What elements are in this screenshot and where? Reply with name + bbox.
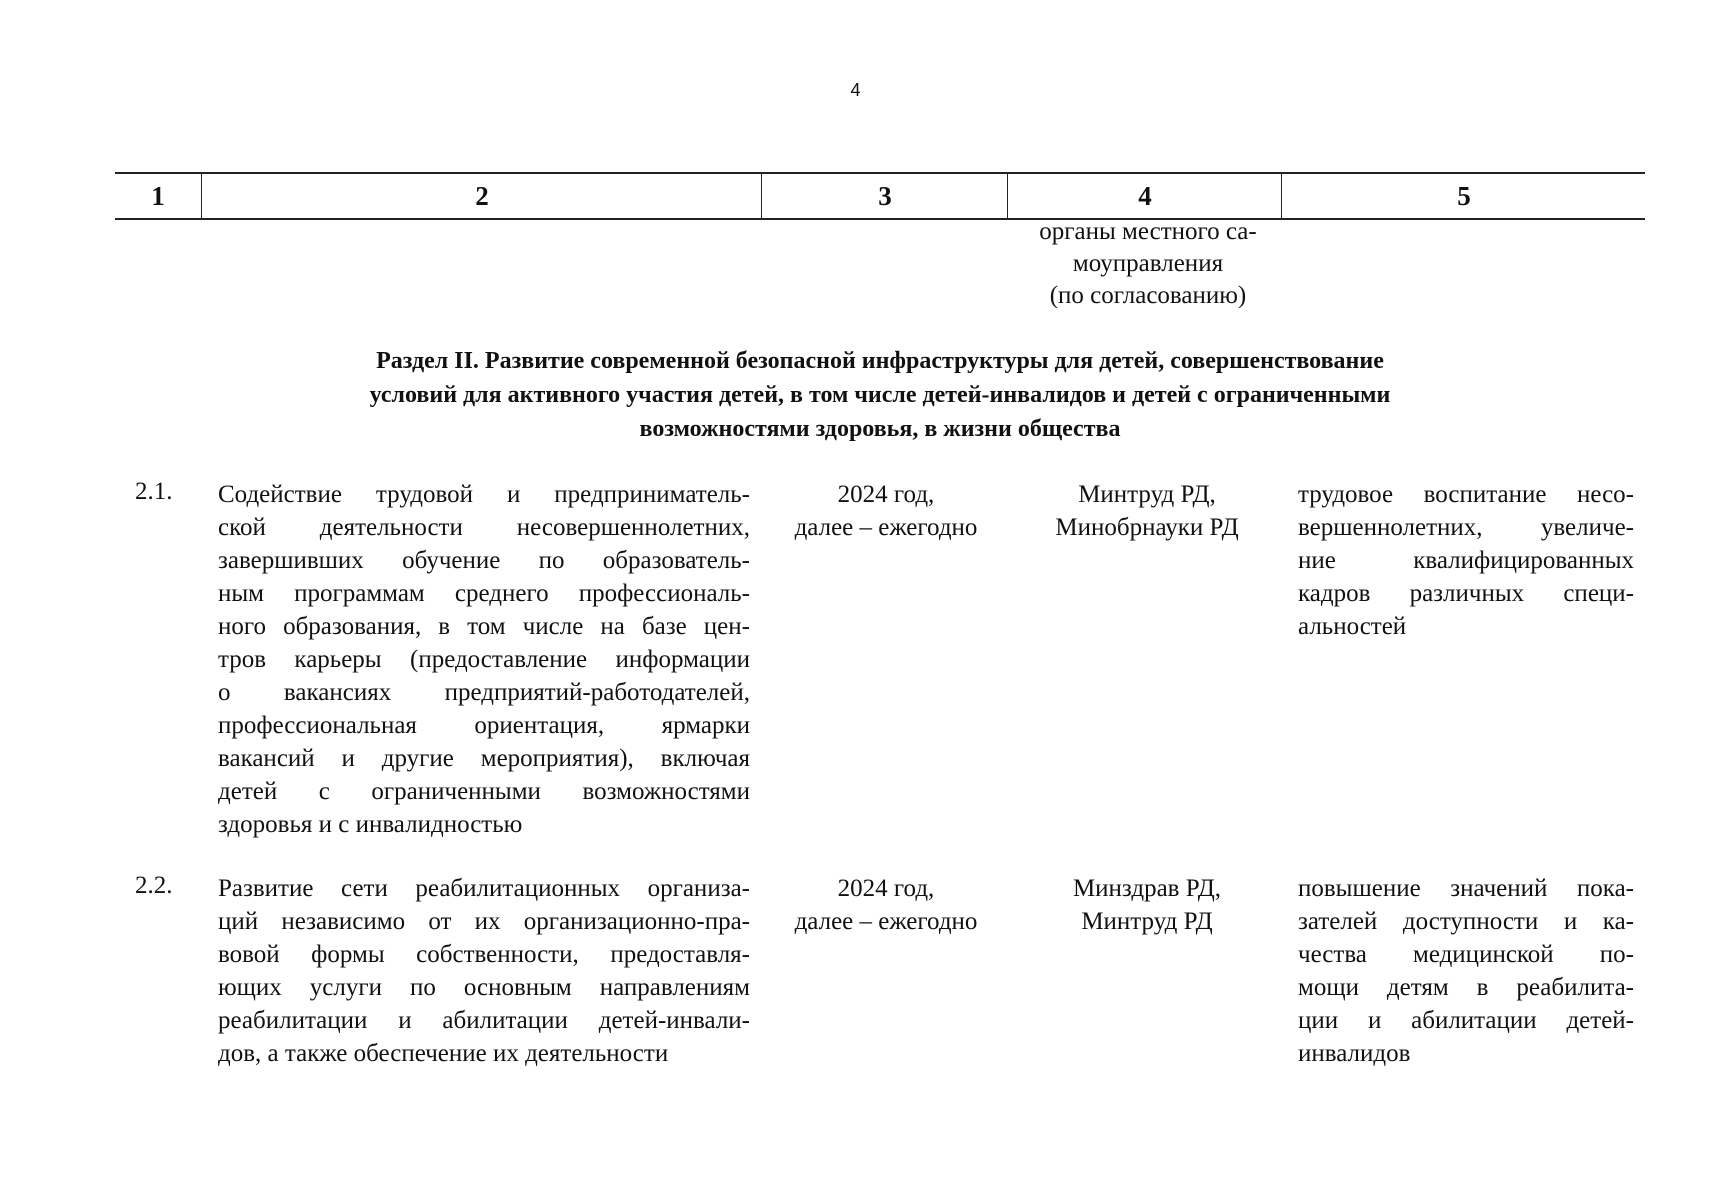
text-line: (по согласованию) xyxy=(1049,282,1247,309)
text-line: мощи детям в реабилита- xyxy=(1298,974,1634,1001)
text-line: чества медицинской по- xyxy=(1298,941,1634,968)
text-line: ции и абилитации детей- xyxy=(1298,1007,1634,1034)
row-description xyxy=(218,872,750,1070)
text-line: трудовое воспитание несо- xyxy=(1298,481,1634,508)
text-line: органы местного са- xyxy=(1039,218,1257,245)
text-line: альностей xyxy=(1298,613,1407,640)
column-header-1: 1 xyxy=(151,181,165,211)
section-title-line: условий для активного участия детей, в том числе детей-инвалидов и детей с ограниченными xyxy=(369,382,1391,408)
text-line: кадров различных специ- xyxy=(1298,580,1634,607)
column-number-header xyxy=(115,172,1645,220)
text-line: ций независимо от их организационно-пра- xyxy=(218,908,750,935)
text-line: тров карьеры (предоставление информации xyxy=(218,646,750,673)
text-line: дов, а также обеспечение их деятельности xyxy=(218,1040,669,1067)
text-line: Минздрав РД, xyxy=(1072,875,1222,902)
row-term xyxy=(768,872,1004,938)
text-line: Минтруд РД, xyxy=(1078,481,1216,508)
text-line: Развитие сети реабилитационных организа- xyxy=(218,875,750,902)
section-title-line: возможностями здоровья, в жизни общества xyxy=(639,416,1121,442)
text-line: завершивших обучение по образователь- xyxy=(218,547,750,574)
row-description xyxy=(218,478,750,841)
text-line: 2024 год, xyxy=(837,875,935,902)
text-line: ного образования, в том числе на базе цен- xyxy=(218,613,750,640)
text-line: ской деятельности несовершеннолетних, xyxy=(218,514,750,541)
text-line: о вакансиях предприятий-работодателей, xyxy=(218,679,750,706)
text-line: Минтруд РД xyxy=(1081,908,1213,935)
section-title xyxy=(180,344,1580,446)
text-line: вовой формы собственности, предоставля- xyxy=(218,941,750,968)
text-line: вакансий и другие мероприятия), включая xyxy=(218,745,750,772)
row-term xyxy=(768,478,1004,544)
continued-responsible-cell xyxy=(1008,216,1288,312)
text-line: далее – ежегодно xyxy=(794,908,978,935)
text-line: здоровья и с инвалидностью xyxy=(218,811,523,838)
text-line: зателей доступности и ка- xyxy=(1298,908,1634,935)
column-header-4: 4 xyxy=(1007,174,1282,218)
column-header-3: 3 xyxy=(761,174,1008,218)
row-number: 2.2. xyxy=(135,872,173,899)
row-result xyxy=(1298,872,1634,1070)
text-line: моуправления xyxy=(1072,250,1224,277)
text-line: детей с ограниченными возможностями xyxy=(218,778,750,805)
text-line: Минобрнауки РД xyxy=(1055,514,1239,541)
text-line: реабилитации и абилитации детей-инвали- xyxy=(218,1007,750,1034)
row-number: 2.1. xyxy=(135,478,173,505)
column-header-5: 5 xyxy=(1281,174,1646,218)
column-header-2: 2 xyxy=(201,174,762,218)
text-line: далее – ежегодно xyxy=(794,514,978,541)
text-line: ние квалифицированных xyxy=(1298,547,1634,574)
text-line: инвалидов xyxy=(1298,1040,1411,1067)
row-responsible xyxy=(1016,478,1278,544)
text-line: ным программам среднего профессиональ- xyxy=(218,580,750,607)
text-line: ющих услуги по основным направлениям xyxy=(218,974,750,1001)
row-responsible xyxy=(1016,872,1278,938)
row-result xyxy=(1298,478,1634,643)
text-line: 2024 год, xyxy=(837,481,935,508)
text-line: повышение значений пока- xyxy=(1298,875,1634,902)
text-line: Содействие трудовой и предприниматель- xyxy=(218,481,750,508)
text-line: профессиональная ориентация, ярмарки xyxy=(218,712,750,739)
text-line: вершеннолетних, увеличе- xyxy=(1298,514,1634,541)
page-number: 4 xyxy=(850,80,861,100)
section-title-line: Раздел II. Развитие современной безопасной инфраструктуры для детей, совершенствование xyxy=(376,348,1384,374)
